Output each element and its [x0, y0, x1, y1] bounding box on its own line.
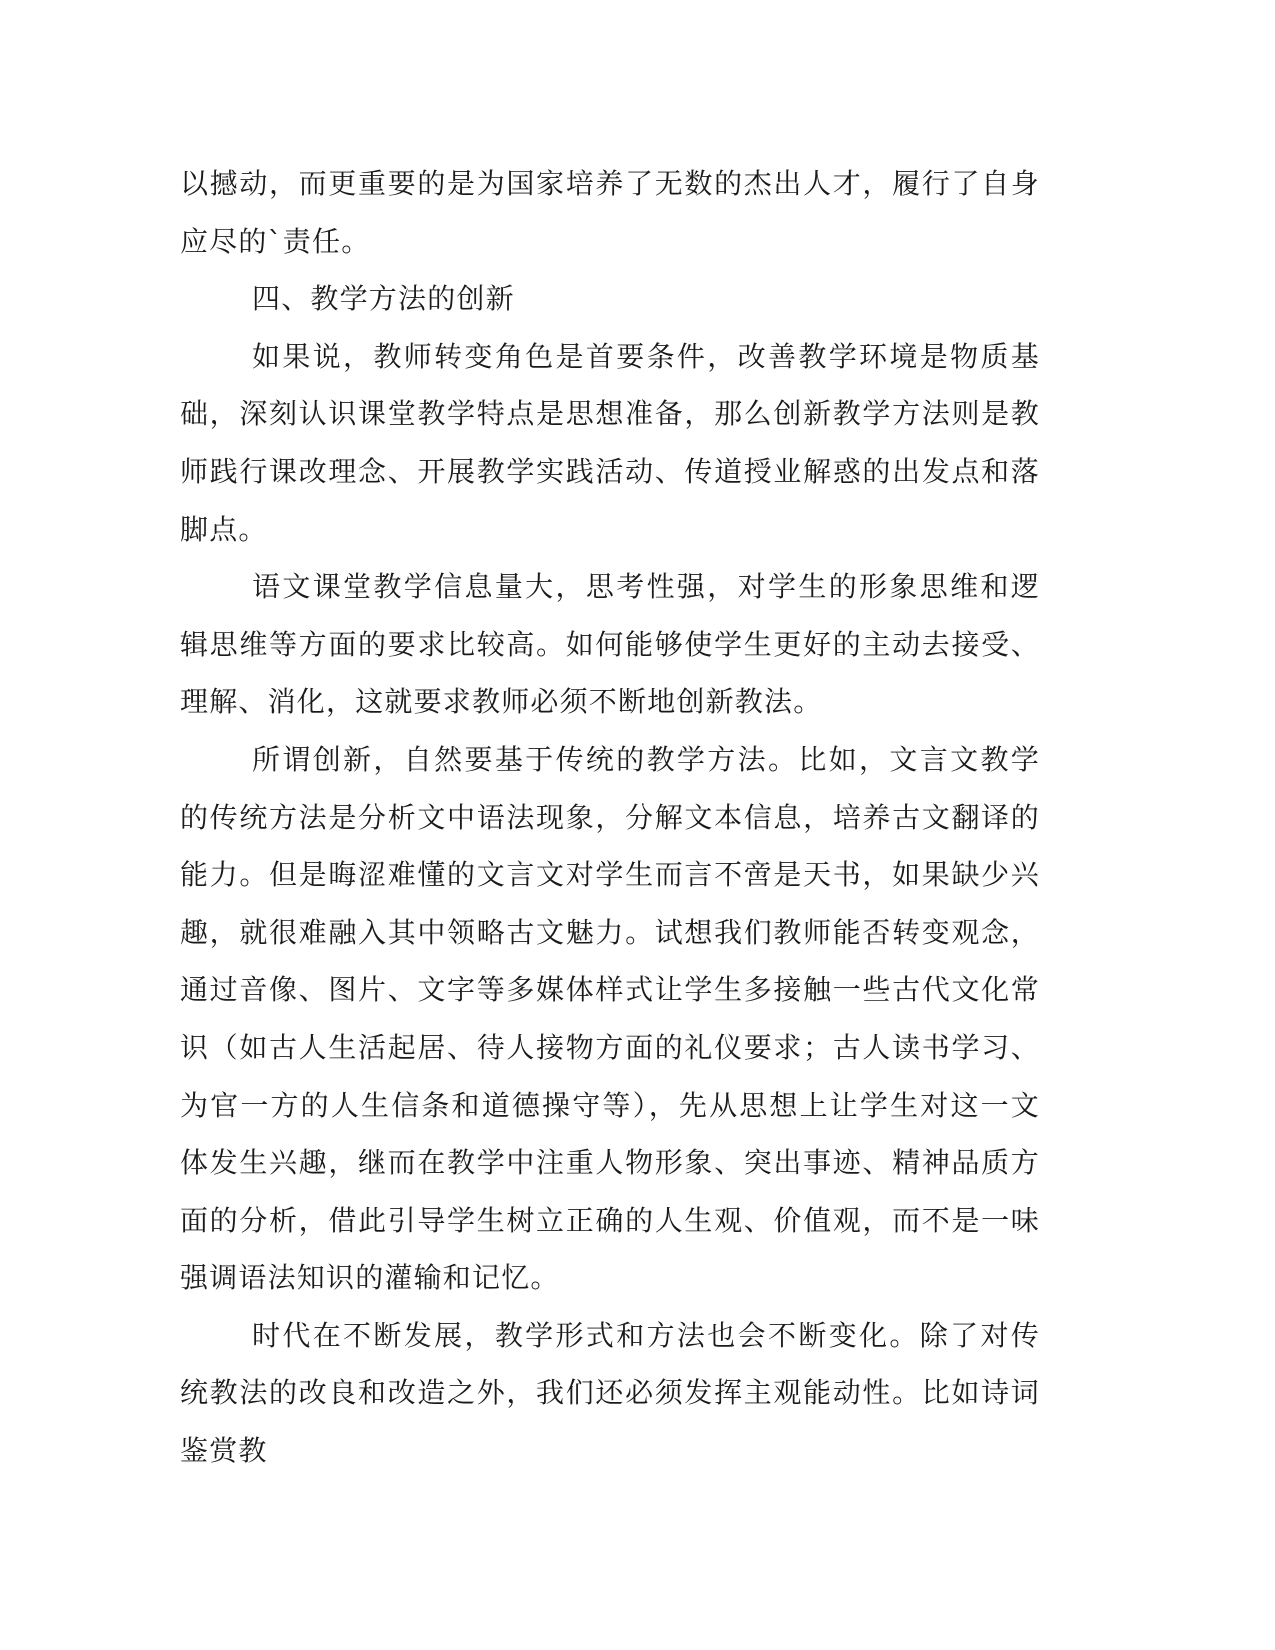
- section-heading-4: 四、教学方法的创新: [252, 282, 515, 316]
- paragraph-continuation: 以撼动，而更重要的是为国家培养了无数的杰出人才，履行了自身应尽的`责任。: [180, 167, 1040, 258]
- paragraph-role-summary: 如果说，教师转变角色是首要条件，改善教学环境是物质基础，深刻认识课堂教学特点是思想准备，那么创新教学方法则是教师践行课改理念、开展教学实践活动、传道授业解惑的出发点和落脚点。: [180, 339, 1040, 546]
- paragraph-era-development: 时代在不断发展，教学形式和方法也会不断变化。除了对传统教法的改良和改造之外，我们还必须发挥主观能动性。比如诗词鉴赏教: [180, 1318, 1040, 1468]
- document-body: [180, 155, 1040, 1480]
- paragraph-innovation-tradition: 所谓创新，自然要基于传统的教学方法。比如，文言文教学的传统方法是分析文中语法现象，分解文本信息，培养古文翻译的能力。但是晦涩难懂的文言文对学生而言不啻是天书，如果缺少兴趣，就很难融入其中领略古文魅力。试想我们教师能否转变观念，通过音像、图片、文字等多媒体样式让学生多接触一些古代文化常识（如古人生活起居、待人接物方面的礼仪要求；古人读书学习、为官一方的人生信条和道德操守等），先从思想上让学生对这一文体发生兴趣，继而在教学中注重人物形象、突出事迹、精神品质方面的分析，借此引导学生树立正确的人生观、价值观，而不是一味强调语法知识的灌输和记忆。: [180, 742, 1040, 1295]
- paragraph-classroom-info: 语文课堂教学信息量大，思考性强，对学生的形象思维和逻辑思维等方面的要求比较高。如何能够使学生更好的主动去接受、理解、消化，这就要求教师必须不断地创新教法。: [180, 570, 1040, 719]
